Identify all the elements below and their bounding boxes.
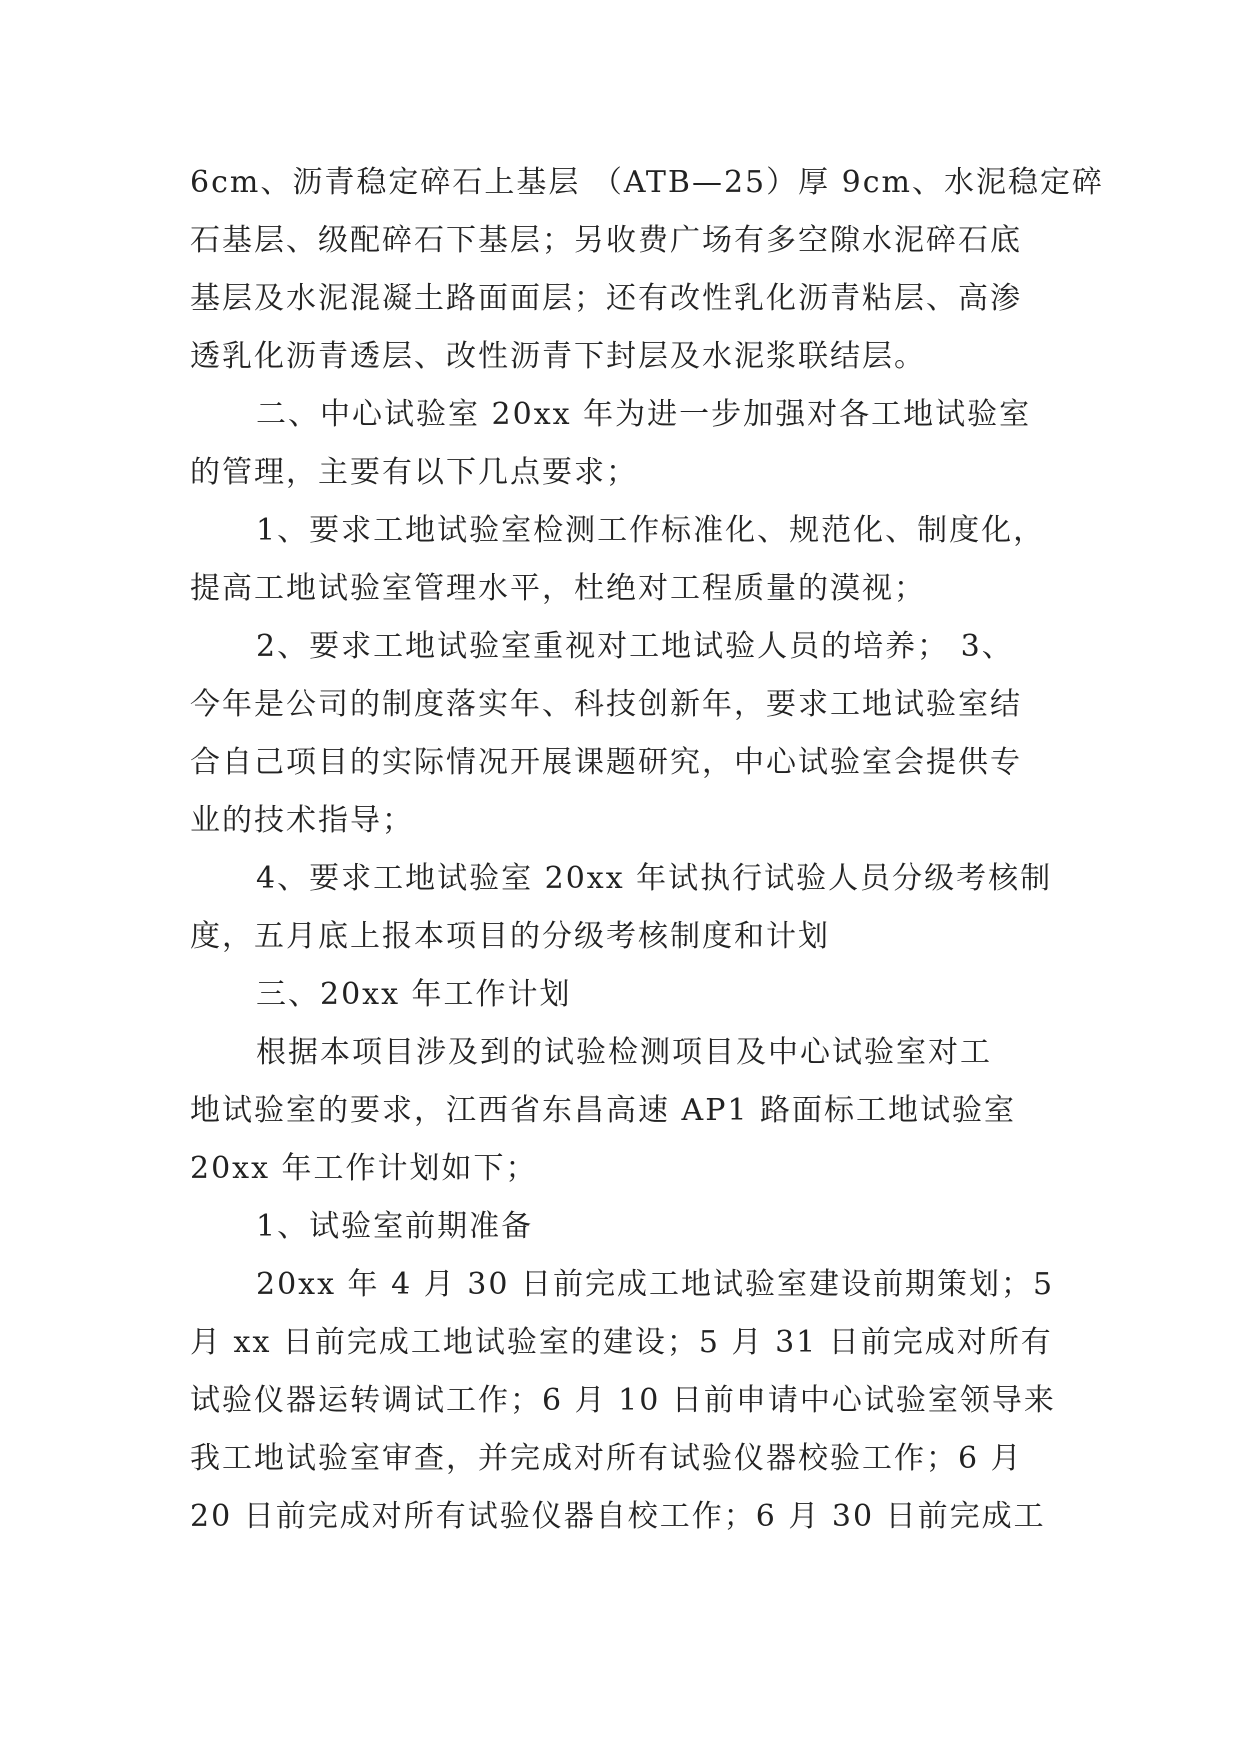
text-line: 20xx 年工作计划如下； (190, 1151, 538, 1186)
text-line: 透乳化沥青透层、改性沥青下封层及水泥浆联结层。 (190, 339, 926, 374)
text-line: 基层及水泥混凝土路面面层；还有改性乳化沥青粘层、高渗 (190, 281, 1022, 316)
text-line: 三、20xx 年工作计划 (256, 977, 572, 1012)
text-line: 2、要求工地试验室重视对工地试验人员的培养； 3、 (256, 629, 1014, 664)
text-line: 二、中心试验室 20xx 年为进一步加强对各工地试验室 (256, 397, 1032, 432)
text-line: 石基层、级配碎石下基层；另收费广场有多空隙水泥碎石底 (190, 223, 1022, 258)
text-line: 合自己项目的实际情况开展课题研究，中心试验室会提供专 (190, 745, 1022, 780)
text-line: 6cm、沥青稳定碎石上基层 （ATB—25）厚 9cm、水泥稳定碎 (190, 165, 1104, 200)
text-line: 业的技术指导； (190, 803, 414, 838)
text-line: 今年是公司的制度落实年、科技创新年，要求工地试验室结 (190, 687, 1022, 722)
text-line: 1、要求工地试验室检测工作标准化、规范化、制度化， (256, 513, 1046, 548)
text-line: 提高工地试验室管理水平，杜绝对工程质量的漠视； (190, 571, 926, 606)
text-line: 1、试验室前期准备 (256, 1209, 534, 1244)
text-line: 20xx 年 4 月 30 日前完成工地试验室建设前期策划；5 (256, 1267, 1055, 1302)
text-line: 4、要求工地试验室 20xx 年试执行试验人员分级考核制 (256, 861, 1053, 896)
text-line: 的管理，主要有以下几点要求； (190, 455, 638, 490)
text-line: 试验仪器运转调试工作；6 月 10 日前申请中心试验室领导来 (190, 1383, 1056, 1418)
text-line: 我工地试验室审查，并完成对所有试验仪器校验工作；6 月 (190, 1441, 1023, 1476)
text-line: 地试验室的要求，江西省东昌高速 AP1 路面标工地试验室 (190, 1093, 1017, 1128)
text-line: 度，五月底上报本项目的分级考核制度和计划 (190, 919, 830, 954)
document-body (190, 154, 1104, 1546)
text-line: 根据本项目涉及到的试验检测项目及中心试验室对工 (256, 1035, 992, 1070)
text-line: 月 xx 日前完成工地试验室的建设；5 月 31 日前完成对所有 (190, 1325, 1053, 1360)
text-line: 20 日前完成对所有试验仪器自校工作；6 月 30 日前完成工 (190, 1499, 1046, 1534)
